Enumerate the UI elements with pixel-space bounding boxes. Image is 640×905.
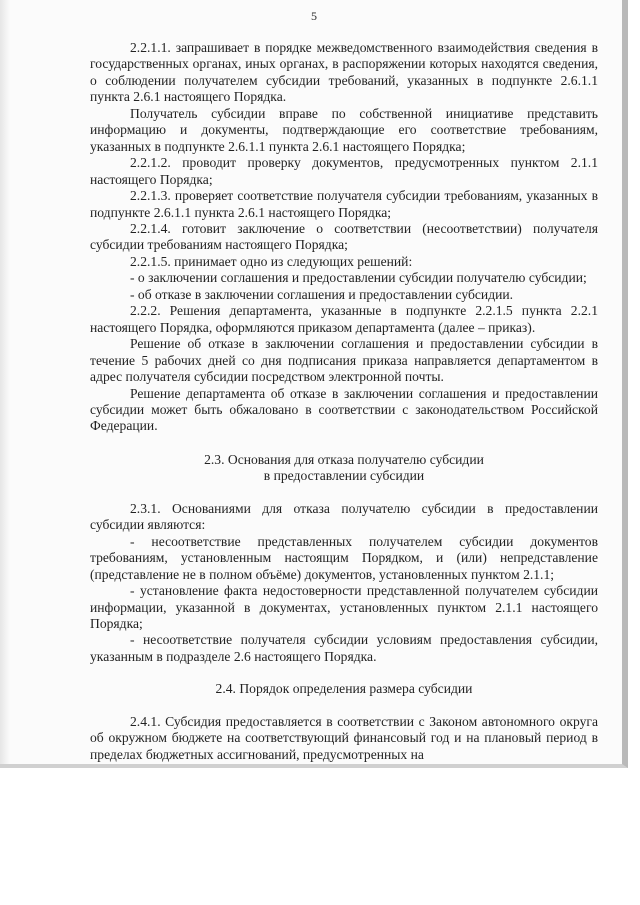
paragraph: 2.2.1.5. принимает одно из следующих решений: (130, 253, 413, 269)
paragraph: 2.4.1. Субсидия предоставляется в соответствии с Законом автономного округа об окружном бюджете на соответствующий финансовый год и на плановый период в пределах бюджетных ассигнований, предусмотренных на (90, 713, 598, 762)
paragraph: 2.2.1.4. готовит заключение о соответствии (несоответствии) получателя субсидии требованиям настоящего Порядка; (90, 220, 598, 253)
paragraph: 2.2.1.2. проводит проверку документов, предусмотренных пунктом 2.1.1 настоящего Порядка; (90, 155, 598, 187)
paragraph: Решение департамента об отказе в заключении соглашения и предоставлении субсидии может быть обжаловано в соответствии с законодательством Российской Федерации. (90, 385, 598, 434)
paragraph: 2.2.1.3. проверяет соответствие получателя субсидии требованиям, указанных в подпункте 2.6.1.1 пункта 2.6.1 настоящего Порядка; (90, 188, 598, 220)
paragraph: 2.2.1.1. запрашивает в порядке межведомственного взаимодействия сведения в государственных органах, иных органах, в распоряжении которых находятся сведения, о соблюдении получателем субсидии требований, указанных в подпункте 2.6.1.1 пункта 2.6.1 настоящего Порядка. (90, 40, 598, 105)
page-number: 5 (311, 9, 317, 23)
section-heading-line: в предоставлении субсидии (263, 468, 425, 484)
section-heading-line: 2.3. Основания для отказа получателю субсидии (204, 451, 484, 467)
paragraph: 2.2.2. Решения департамента, указанные в подпункте 2.2.1.5 пункта 2.2.1 настоящего Порядка, оформляются приказом департамента (далее – приказ). (90, 303, 598, 335)
paragraph: - несоответствие получателя субсидии условиям предоставления субсидии, указанным в подразделе 2.6 настоящего Порядка. (90, 632, 598, 664)
section-heading-2-3 (90, 452, 598, 485)
paragraph: Решение об отказе в заключении соглашения и предоставлении субсидии в течение 5 рабочих дней со дня подписания приказа направляется департаментом в адрес получателя субсидии посредством электронной почты. (90, 336, 598, 385)
paragraph: - установление факта недостоверности представленной получателем субсидии информации, указанной в документах, установленных пунктом 2.1.1 настоящего Порядка; (90, 583, 598, 631)
paragraph: 2.3.1. Основаниями для отказа получателю субсидии в предоставлении субсидии являются: (90, 500, 598, 533)
paragraph: - несоответствие представленных получателем субсидии документов требованиям, установленным настоящим Порядком, и (или) непредставление (представление не в полном объёме) документов, установленных пунктом 2.1.1; (90, 533, 598, 582)
paragraph: - о заключении соглашения и предоставлении субсидии получателю субсидии; (130, 270, 587, 286)
paragraph: Получатель субсидии вправе по собственной инициативе представить информацию и документы, подтверждающие его соответствие требованиям, указанных в подпункте 2.6.1.1 пункта 2.6.1 настоящего Порядка; (90, 105, 598, 154)
section-heading-2-4: 2.4. Порядок определения размера субсидии (215, 681, 473, 697)
document-body (90, 40, 598, 763)
page-edge-shadow (0, 0, 10, 764)
paragraph: - об отказе в заключении соглашения и предоставлении субсидии. (130, 286, 514, 302)
